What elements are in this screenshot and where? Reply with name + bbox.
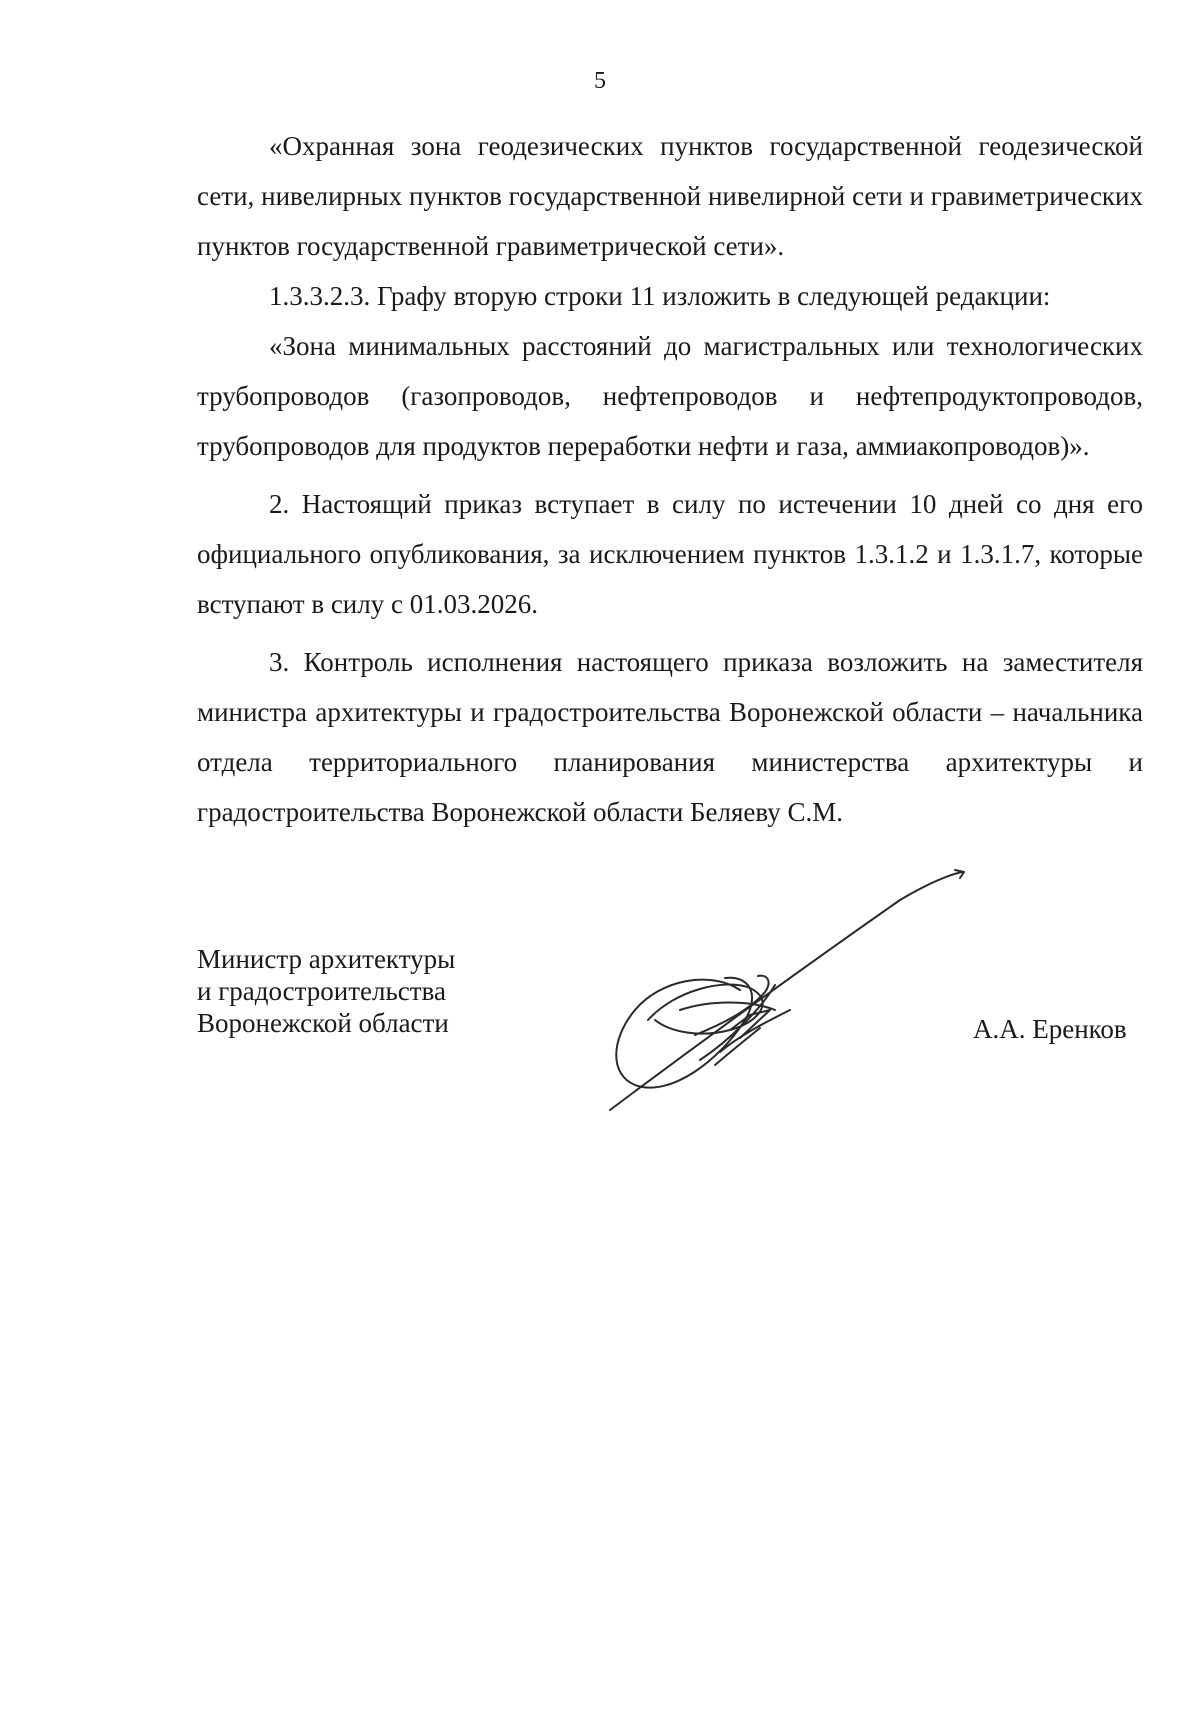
paragraph-protected-zone: «Охранная зона геодезических пунктов государственной геодезической сети, нивелирных пунктов государственной нивелирной сети и гравиметрических пунктов государственной гравиметрической сети».: [197, 131, 1143, 261]
handwritten-signature: [600, 860, 1020, 1120]
document-body: [197, 121, 1143, 837]
signatory-title-line: Министр архитектуры: [197, 944, 456, 974]
signatory-name: А.А. Еренков: [973, 1014, 1127, 1044]
signatory-title: [197, 943, 455, 1039]
paragraph-effective-date: 2. Настоящий приказ вступает в силу по истечении 10 дней со дня его официального опубликования, за исключением пунктов 1.3.1.2 и 1.3.1.7, которые вступают в силу с 01.03.2026.: [197, 489, 1143, 619]
signatory-title-line: и градостроительства: [197, 976, 446, 1006]
signatory-title-line: Воронежской области: [197, 1008, 449, 1038]
paragraph-1-3-3-2-3: 1.3.3.2.3. Графу вторую строки 11 изложить в следующей редакции:: [269, 281, 1051, 311]
page-number: 5: [594, 68, 606, 94]
paragraph-control: 3. Контроль исполнения настоящего приказа возложить на заместителя министра архитектуры и градостроительства Воронежской области – начальника отдела территориального планирования министерства архитектуры и градостроительства Воронежской области Беляеву С.М.: [197, 647, 1143, 827]
paragraph-minimum-distance-zone: «Зона минимальных расстояний до магистральных или технологических трубопроводов (газопроводов, нефтепроводов и нефтепродуктопроводов, трубопроводов для продуктов переработки нефти и газа, аммиакопроводов)».: [197, 331, 1143, 461]
